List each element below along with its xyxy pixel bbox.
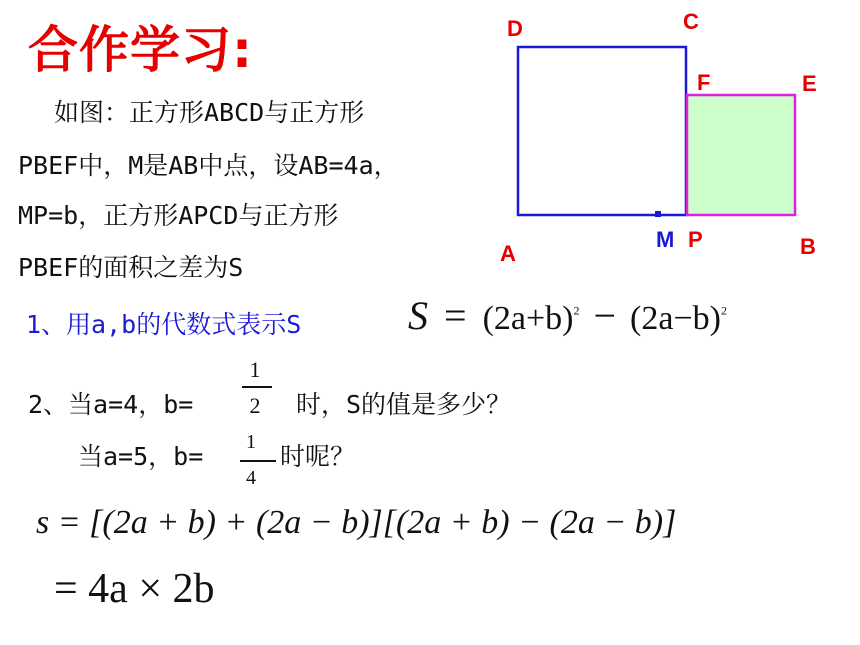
question-3-fraction-denominator: 4 [246, 467, 256, 489]
question-2-fraction-numerator: 1 [249, 357, 261, 382]
formula-s-difference [408, 292, 727, 339]
question-2-prefix: 2、当a=4，b= [28, 390, 194, 419]
square-PBEF [687, 95, 795, 215]
question-2-fraction-bar [242, 386, 272, 388]
square-ABCD [518, 47, 686, 215]
label-D: D [507, 16, 523, 41]
label-E: E [802, 71, 817, 96]
question-3-fraction-numerator: 1 [246, 431, 256, 453]
problem-line-2: PBEF中，M是AB中点，设AB=4a， [18, 151, 399, 180]
page-title: 合作学习: [28, 21, 253, 79]
solution-line-2: = 4a × 2b [54, 566, 215, 612]
formula-lhs: S [408, 293, 428, 338]
label-M: M [656, 227, 675, 252]
label-P: P [688, 227, 703, 252]
point-M-marker [655, 211, 661, 217]
label-B: B [800, 234, 816, 259]
formula-exp-1: 2 [573, 303, 580, 318]
problem-line-3: MP=b，正方形APCD与正方形 [18, 201, 339, 230]
label-C: C [683, 9, 699, 34]
label-F: F [697, 70, 711, 95]
question-2-suffix: 时，S的值是多少？ [296, 390, 512, 419]
formula-exp-2: 2 [720, 303, 727, 318]
question-1: 1、用a,b的代数式表示S [26, 310, 302, 339]
formula-equals: = [444, 293, 467, 338]
solution-line-1: s = [(2a + b) + (2a − b)][(2a + b) − (2a − b)] [36, 504, 677, 541]
formula-minus: − [593, 293, 617, 338]
problem-line-1: 如图：正方形ABCD与正方形 [54, 98, 365, 127]
formula-term-1: (2a+b) [482, 300, 574, 337]
question-2-fraction-denominator: 2 [249, 393, 261, 418]
problem-line-4: PBEF的面积之差为S [18, 253, 244, 282]
label-A: A [500, 241, 516, 266]
question-3-fraction-bar [240, 460, 276, 462]
question-3-suffix: 时呢？ [280, 442, 356, 471]
question-3-prefix: 当a=5，b= [78, 442, 204, 471]
formula-term-2: (2a−b) [630, 300, 721, 337]
